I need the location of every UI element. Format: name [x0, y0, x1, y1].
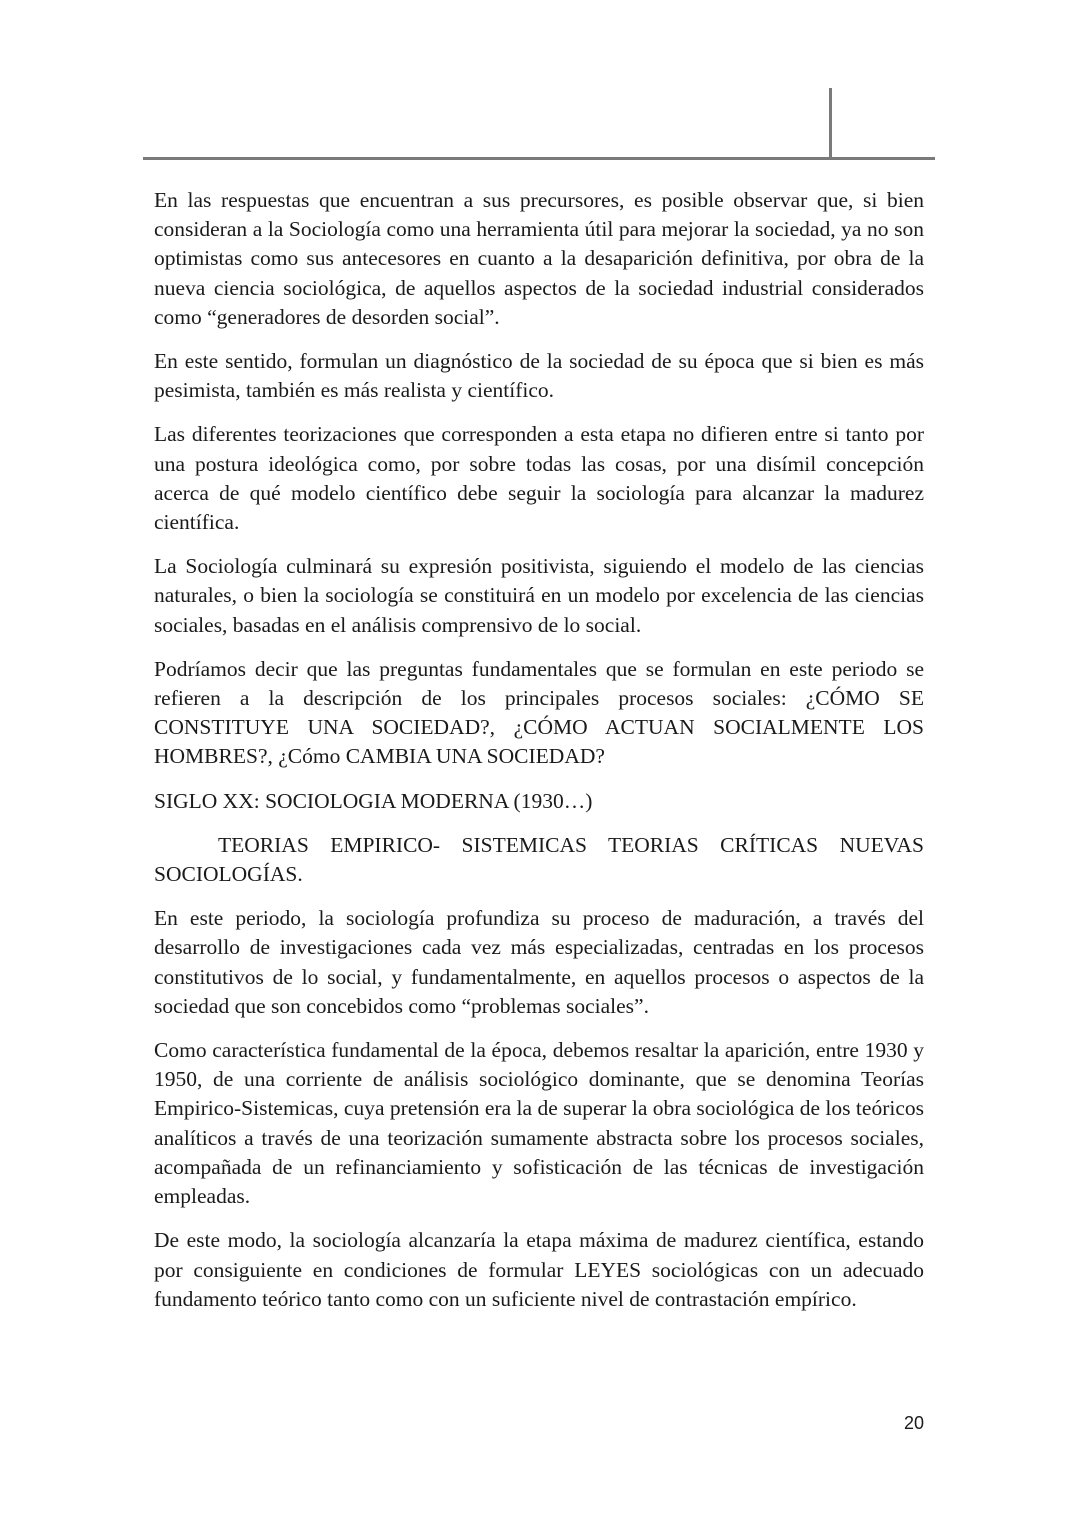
header-rule — [143, 157, 935, 160]
paragraph-caracteristica: Como característica fundamental de la época, debemos resaltar la aparición, entre 1930 y 1950, de una corriente de análisis sociológico dominante, que se denomina Teorías Empirico-Sistemicas, cuya pretensión era la de superar la obra sociológica de los teóricos analíticos a través de una teorización sumamente abstracta sobre los procesos sociales, acompañada de un refinanciamiento y sofisticación de las técnicas de investigación empleadas. — [154, 1038, 924, 1209]
paragraph-teorizaciones: Las diferentes teorizaciones que corresponden a esta etapa no difieren entre si tanto por una postura ideológica como, por sobre todas las cosas, por una disímil concepción acerca de qué modelo científico debe seguir la sociología para alcanzar la madurez científica. — [154, 422, 924, 535]
theories-list: TEORIAS EMPIRICO- SISTEMICAS TEORIAS CRÍTICAS NUEVAS SOCIOLOGÍAS. — [154, 832, 924, 887]
page-body — [154, 186, 924, 1329]
section-heading-siglo-xx: SIGLO XX: SOCIOLOGIA MODERNA (1930…) — [154, 788, 593, 813]
paragraph-diagnostico: En este sentido, formulan un diagnóstico de la sociedad de su época que si bien es más pesimista, también es más realista y científico. — [154, 349, 924, 403]
header-divider-tick — [829, 88, 832, 160]
paragraph-precursores: En las respuestas que encuentran a sus precursores, es posible observar que, si bien consideran a la Sociología como una herramienta útil para mejorar la sociedad, ya no son optimistas como sus antecesores en cuanto a la desaparición definitiva, por obra de la nueva ciencia sociológica, de aquellos aspectos de la sociedad industrial considerados como “generadores de desorden social”. — [154, 188, 924, 329]
paragraph-positivista: La Sociología culminará su expresión positivista, siguiendo el modelo de las ciencias naturales, o bien la sociología se constituirá en un modelo por excelencia de las ciencias sociales, basadas en el análisis comprensivo de lo social. — [154, 554, 924, 637]
paragraph-maduracion: En este periodo, la sociología profundiza su proceso de maduración, a través del desarrollo de investigaciones cada vez más especializadas, centradas en los procesos constitutivos de lo social, y fundamentalmente, en aquellos procesos o aspectos de la sociedad que son concebidos como “problemas sociales”. — [154, 906, 924, 1018]
paragraph-leyes: De este modo, la sociología alcanzaría la etapa máxima de madurez científica, estando por consiguiente en condiciones de formular LEYES sociológicas con un adecuado fundamento teórico tanto como con un suficiente nivel de contrastación empírico. — [154, 1228, 924, 1311]
page-number: 20 — [903, 1413, 924, 1433]
paragraph-preguntas: Podríamos decir que las preguntas fundamentales que se formulan en este periodo se refieren a la descripción de los principales procesos sociales: ¿CÓMO SE CONSTITUYE UNA SOCIEDAD?, ¿CÓMO ACTUAN SOCIALMENTE LOS HOMBRES?, ¿Cómo CAMBIA UNA SOCIEDAD? — [154, 656, 924, 769]
